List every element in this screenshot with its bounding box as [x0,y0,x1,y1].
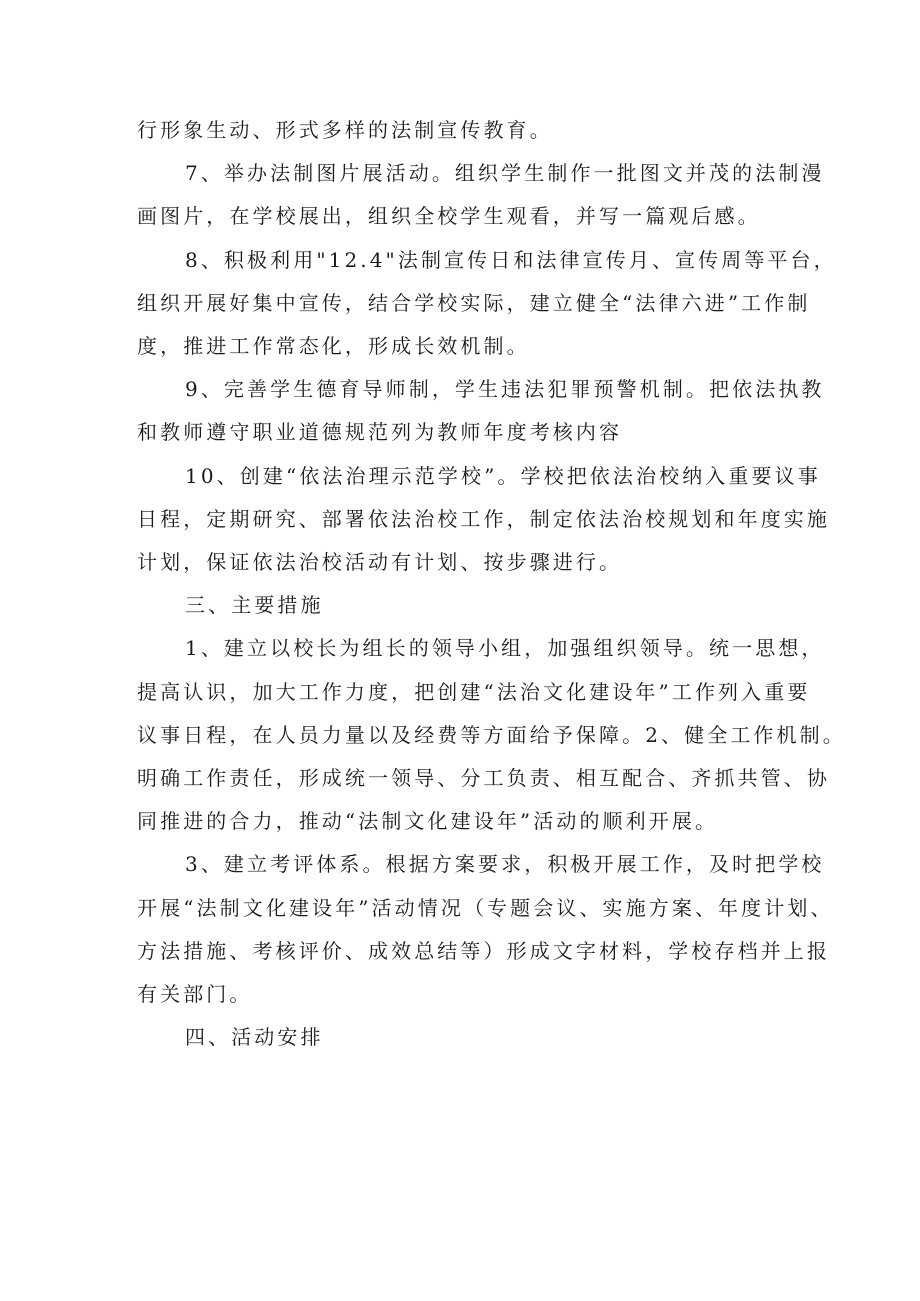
text-line: 同推进的合力，推动“法制文化建设年”活动的顺利开展。 [137,809,719,834]
paragraph-item-10 [137,455,830,585]
text-line: 3、建立考评体系。根据方案要求，积极开展工作，及时把学校 [185,852,825,877]
paragraph-measure-1 [137,627,846,843]
text-line: 度，推进工作常态化，形成长效机制。 [137,334,530,359]
section-heading-3 [137,584,797,627]
text-line: 1、建立以校长为组长的领导小组，加强组织领导。统一思想， [185,636,825,661]
text-line: 7、举办法制图片展活动。组织学生制作一批图文并茂的法制漫 [185,161,825,186]
text-line: 10、创建“依法治理示范学校”。学校把依法治校纳入重要议事 [185,463,821,488]
paragraph-item-9 [137,368,825,454]
text-line: 提高认识，加大工作力度，把创建“法治文化建设年”工作列入重要 [137,679,811,704]
text-line: 9、完善学生德育导师制，学生违法犯罪预警机制。把依法执教 [185,377,825,402]
text-line: 画图片，在学校展出，组织全校学生观看，并写一篇观后感。 [137,204,761,229]
paragraph-item-7 [137,152,825,238]
text-line: 议事日程，在人员力量以及经费等方面给予保障。2、健全工作机制。 [137,722,846,747]
text-line: 方法措施、考核评价、成效总结等）形成文字材料，学校存档并上报 [137,938,830,963]
text-line: 有关部门。 [137,982,253,1007]
heading-text: 四、活动安排 [185,1025,324,1050]
text-line: 行形象生动、形式多样的法制宣传教育。 [137,118,553,142]
paragraph-continuation [137,109,797,152]
paragraph-item-8 [137,239,837,369]
document-body [137,109,846,1059]
text-line: 日程，定期研究、部署依法治校工作，制定依法治校规划和年度实施 [137,506,830,531]
text-line: 组织开展好集中宣传，结合学校实际，建立健全“法律六进”工作制 [137,290,811,315]
text-line: 开展“法制文化建设年”活动情况（专题会议、实施方案、年度计划、 [137,895,834,920]
text-line: 计划，保证依法治校活动有计划、按步骤进行。 [137,550,623,575]
heading-text: 三、主要措施 [185,593,324,618]
text-line: 8、积极利用"12.4"法制宣传日和法律宣传月、宣传周等平台， [185,247,837,272]
text-line: 和教师遵守职业道德规范列为教师年度考核内容 [137,420,623,445]
text-line: 明确工作责任，形成统一领导、分工负责、相互配合、齐抓共管、协 [137,766,830,791]
paragraph-measure-3 [137,843,834,1016]
section-heading-4 [137,1016,797,1059]
